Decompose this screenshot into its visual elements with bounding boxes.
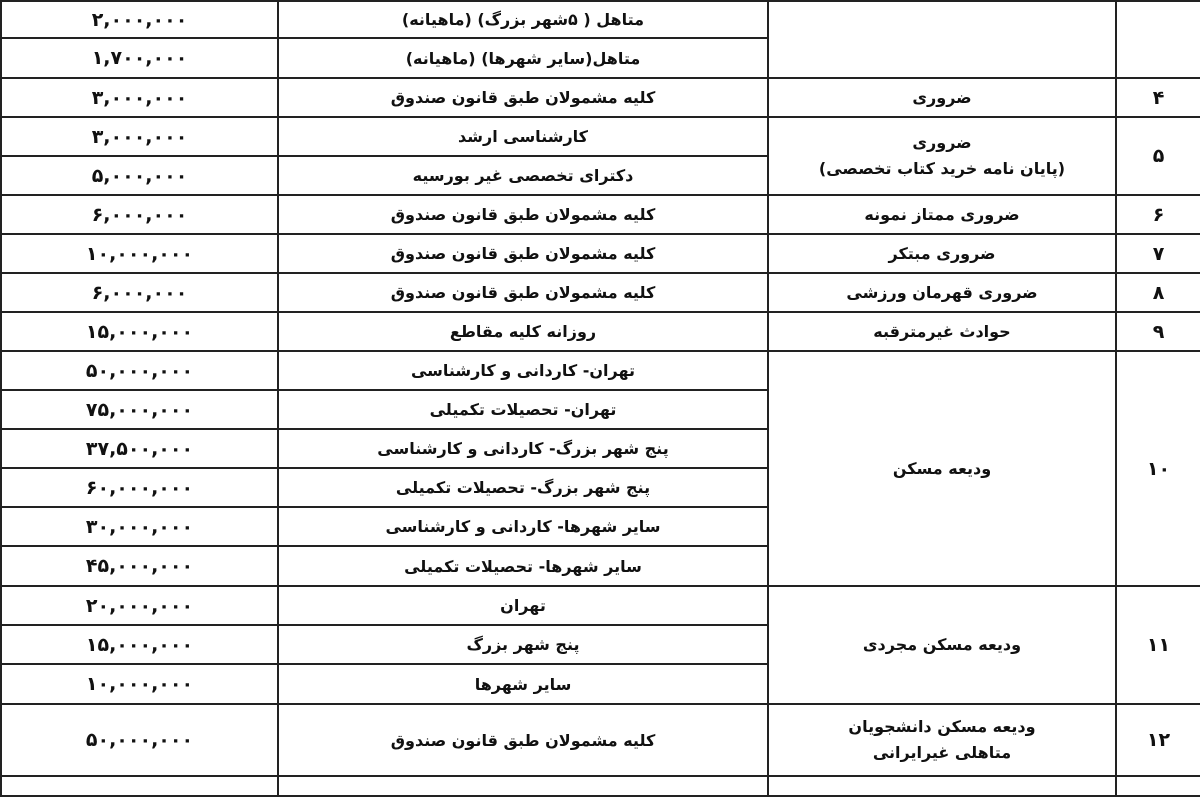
amount-cell: ۳۰,۰۰۰,۰۰۰ (1, 507, 278, 546)
table-row (1, 78, 1200, 117)
row-number-cell: ۵ (1116, 117, 1200, 195)
condition-cell: کلیه مشمولان طبق قانون صندوق (278, 234, 768, 273)
amount-cell: ۷۵,۰۰۰,۰۰۰ (1, 390, 278, 429)
condition-cell: تهران- تحصیلات تکمیلی (278, 390, 768, 429)
loan-type-cell (768, 117, 1116, 195)
row-number-cell: ۸ (1116, 273, 1200, 312)
table-row (1, 273, 1200, 312)
amount-cell: ۱۵,۰۰۰,۰۰۰ (1, 625, 278, 664)
condition-cell: کارشناسی ارشد (278, 117, 768, 156)
row-number-cell: ۱۰ (1116, 351, 1200, 586)
condition-cell: روزانه کلیه مقاطع (278, 312, 768, 351)
loan-type-cell: ضروری ممتاز نمونه (768, 195, 1116, 234)
condition-cell: پنج شهر بزرگ- تحصیلات تکمیلی (278, 468, 768, 507)
condition-cell: سایر شهرها (278, 664, 768, 704)
row-number-cell: ۷ (1116, 234, 1200, 273)
table-row (1, 704, 1200, 776)
condition-cell: تهران (278, 586, 768, 625)
condition-cell: کلیه مشمولان طبق قانون صندوق (278, 195, 768, 234)
condition-cell: متاهل(سایر شهرها) (ماهیانه) (278, 38, 768, 78)
row-number-cell: ۱۱ (1116, 586, 1200, 704)
amount-cell: ۱۰,۰۰۰,۰۰۰ (1, 664, 278, 704)
loan-type-line: ضروری (912, 133, 972, 152)
loan-type-cell: ضروری مبتکر (768, 234, 1116, 273)
row-number-cell: ۶ (1116, 195, 1200, 234)
condition-cell: دکترای تخصصی غیر بورسیه (278, 156, 768, 195)
loan-type-line: ودیعه مسکن دانشجویان (848, 717, 1036, 736)
loan-type-cell (768, 1, 1116, 78)
table-row (1, 351, 1200, 390)
amount-cell: ۳۷,۵۰۰,۰۰۰ (1, 429, 278, 468)
condition-cell: پنج شهر بزرگ (278, 625, 768, 664)
table-row (1, 776, 1200, 796)
amount-cell: ۱۵,۰۰۰,۰۰۰ (1, 312, 278, 351)
row-number-cell (1116, 1, 1200, 78)
table-row (1, 234, 1200, 273)
loan-type-line: (پایان نامه خرید کتاب تخصصی) (818, 159, 1066, 178)
table-row (1, 312, 1200, 351)
loan-type-cell (768, 704, 1116, 776)
loan-type-line: متاهلی غیرایرانی (872, 743, 1012, 762)
condition-cell: سایر شهرها- تحصیلات تکمیلی (278, 546, 768, 586)
loan-type-cell (768, 776, 1116, 796)
amount-cell: ۵۰,۰۰۰,۰۰۰ (1, 351, 278, 390)
amount-cell: ۲۰,۰۰۰,۰۰۰ (1, 586, 278, 625)
condition-cell: کلیه مشمولان طبق قانون صندوق (278, 273, 768, 312)
condition-cell: سایر شهرها- کاردانی و کارشناسی (278, 507, 768, 546)
table-row (1, 1, 1200, 38)
amount-cell: ۱۰,۰۰۰,۰۰۰ (1, 234, 278, 273)
row-number-cell: ۱۲ (1116, 704, 1200, 776)
table-row (1, 195, 1200, 234)
amount-cell: ۳,۰۰۰,۰۰۰ (1, 78, 278, 117)
amount-cell: ۲,۰۰۰,۰۰۰ (1, 1, 278, 38)
amount-cell: ۵,۰۰۰,۰۰۰ (1, 156, 278, 195)
loan-type-cell: ضروری قهرمان ورزشی (768, 273, 1116, 312)
amount-cell: ۳,۰۰۰,۰۰۰ (1, 117, 278, 156)
condition-cell (278, 776, 768, 796)
table-row (1, 586, 1200, 625)
loan-type-cell: ودیعه مسکن (768, 351, 1116, 586)
amount-cell (1, 776, 278, 796)
condition-cell: کلیه مشمولان طبق قانون صندوق (278, 78, 768, 117)
condition-cell: متاهل ( ۵شهر بزرگ) (ماهیانه) (278, 1, 768, 38)
condition-cell: کلیه مشمولان طبق قانون صندوق (278, 704, 768, 776)
loan-type-cell: حوادث غیرمترقبه (768, 312, 1116, 351)
amount-cell: ۴۵,۰۰۰,۰۰۰ (1, 546, 278, 586)
row-number-cell (1116, 776, 1200, 796)
loan-type-cell: ودیعه مسکن مجردی (768, 586, 1116, 704)
table-row (1, 117, 1200, 156)
row-number-cell: ۹ (1116, 312, 1200, 351)
condition-cell: تهران- کاردانی و کارشناسی (278, 351, 768, 390)
condition-cell: پنج شهر بزرگ- کاردانی و کارشناسی (278, 429, 768, 468)
amount-cell: ۵۰,۰۰۰,۰۰۰ (1, 704, 278, 776)
amount-cell: ۶۰,۰۰۰,۰۰۰ (1, 468, 278, 507)
amount-cell: ۶,۰۰۰,۰۰۰ (1, 195, 278, 234)
row-number-cell: ۴ (1116, 78, 1200, 117)
loan-type-cell: ضروری (768, 78, 1116, 117)
amount-cell: ۶,۰۰۰,۰۰۰ (1, 273, 278, 312)
amount-cell: ۱,۷۰۰,۰۰۰ (1, 38, 278, 78)
